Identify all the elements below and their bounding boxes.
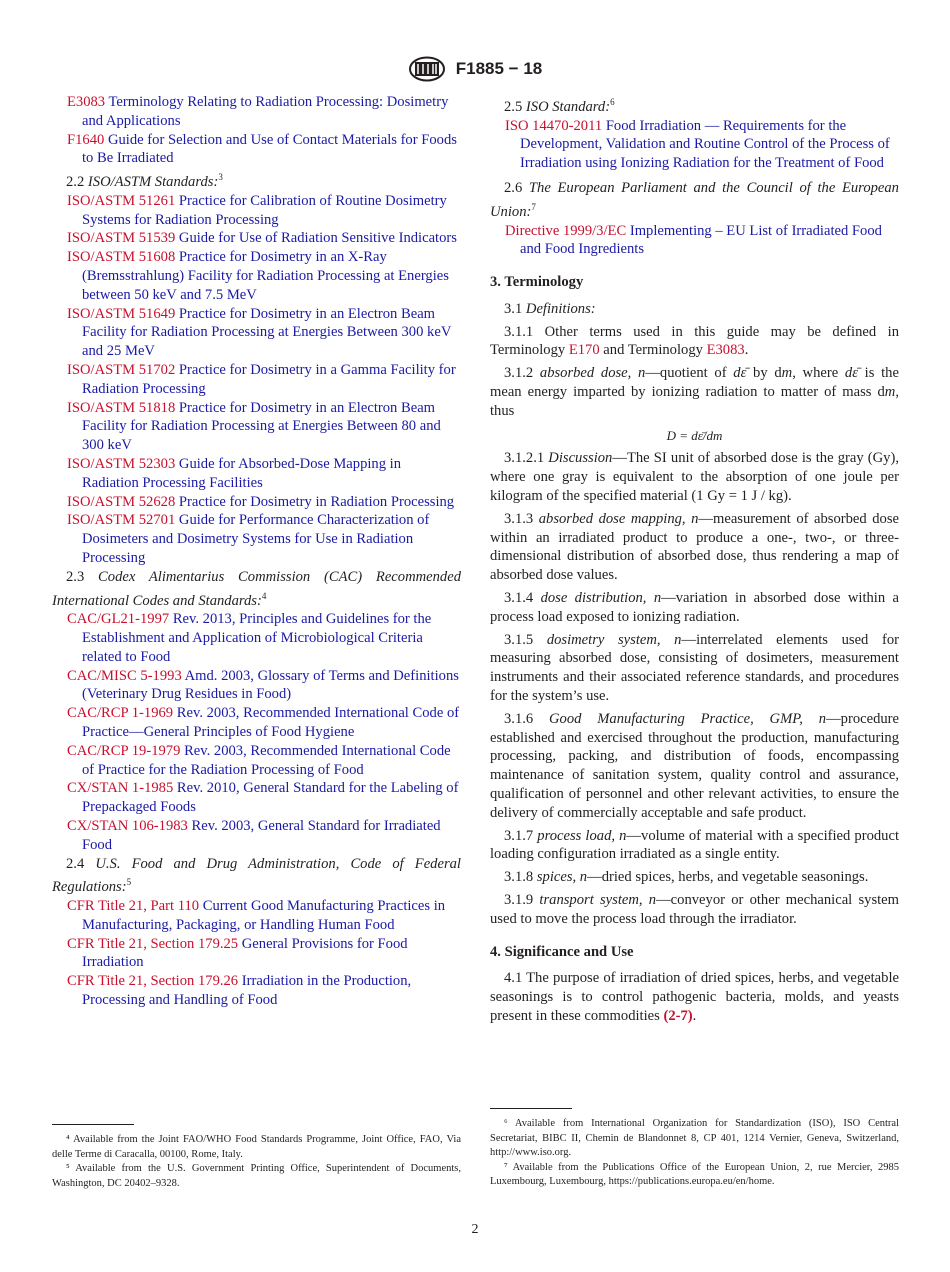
reference-code[interactable]: E3083 — [67, 94, 106, 110]
reference-code[interactable]: CFR Title 21, Section 179.25 — [67, 935, 239, 952]
section-4-heading: 4. Significance and Use — [490, 943, 634, 960]
reference-item — [52, 610, 461, 666]
page-number: 2 — [471, 1222, 479, 1237]
definition-3-1-2: 3.1.2 absorbed dose, n—quotient of dε̄ by dm, where dε̄ is the mean energy imparted by ionizing radiation to matter of mass dm, thus — [490, 365, 899, 419]
definition-3-1-6: 3.1.6 Good Manufacturing Practice, GMP, n—procedure established and exercised throughout the production, manufacturing processing, packing, and distribution of foods, encompassing maintenance of sanitation system, quality control and assurance, qualification of personnel and other relevant activities, to ensure the delivery of commercially acceptable and safe product. — [490, 710, 899, 821]
footnote-divider-right — [490, 1108, 572, 1109]
top-reference-list — [52, 93, 461, 168]
reference-item — [52, 399, 461, 455]
reference-item — [490, 222, 899, 260]
definition-3-1-9: 3.1.9 transport system, n—conveyor or other mechanical system used to move the process load through the irradiator. — [490, 892, 900, 927]
reference-item — [52, 779, 461, 817]
reference-title[interactable]: Rev. 2003, Recommended International Code of Practice for the Radiation Processing of Food — [82, 742, 451, 778]
reference-code[interactable]: CX/STAN 106-1983 — [67, 818, 188, 834]
reference-item — [52, 667, 461, 705]
reference-item — [52, 455, 461, 493]
reference-code[interactable]: CAC/MISC 5-1993 — [67, 667, 182, 684]
reference-code[interactable]: CAC/GL21-1997 — [67, 611, 170, 628]
cfr-reference-list — [52, 897, 461, 1010]
reference-title[interactable]: Rev. 2010, General Standard for the Labeling of Prepackaged Foods — [82, 780, 459, 816]
reference-title[interactable]: Terminology Relating to Radiation Processing: Dosimetry and Applications — [82, 94, 449, 129]
reference-item — [52, 192, 461, 230]
reference-title[interactable]: Practice for Dosimetry in an Electron Beam Facility for Radiation Processing at Energies Between 80 and 300 keV — [82, 399, 441, 454]
reference-item — [52, 131, 461, 169]
citation-link[interactable]: (2-7) — [663, 1007, 693, 1024]
cac-reference-list — [52, 610, 461, 854]
reference-title[interactable]: Practice for Dosimetry in an Electron Beam Facility for Radiation Processing at Energies Between 300 keV and 25 MeV — [82, 305, 452, 360]
iso-astm-reference-list — [52, 192, 461, 568]
reference-link[interactable]: E170 — [568, 342, 600, 359]
reference-code[interactable]: CX/STAN 1-1985 — [67, 780, 174, 797]
reference-title[interactable]: Rev. 2003, Recommended International Code of Practice—General Principles of Food Hygiene — [82, 705, 460, 741]
reference-code[interactable]: F1640 — [67, 131, 105, 148]
definition-3-1: 3.1 Definitions: — [504, 300, 596, 317]
paragraph-4-1: 4.1 The purpose of irradiation of dried spices, herbs, and vegetable seasonings is to control pathogenic bacteria, molds, and yeasts present in these commodities (2-7). — [490, 970, 899, 1024]
right-column — [490, 93, 899, 1030]
reference-item — [490, 117, 899, 173]
reference-code[interactable]: ISO/ASTM 51261 — [67, 192, 176, 209]
reference-title[interactable]: Rev. 2003, General Standard for Irradiated Food — [82, 818, 441, 853]
reference-title[interactable]: Amd. 2003, Glossary of Terms and Definitions (Veterinary Drug Residues in Food) — [82, 667, 459, 703]
reference-title[interactable]: Practice for Dosimetry in an X-Ray (Bremsstrahlung) Facility for Radiation Processing at Energies between 50 keV and 7.5 MeV — [82, 249, 449, 303]
reference-title[interactable]: Practice for Dosimetry in a Gamma Facility for Radiation Processing — [82, 362, 456, 397]
definition-3-1-4: 3.1.4 dose distribution, n—variation in absorbed dose within a process load exposed to ionizing radiation. — [490, 590, 900, 625]
footnote-7: ⁷ Available from the Publications Office of the European Union, 2, rue Mercier, 2985 Luxembourg, Luxembourg, https://publications.europa.eu/en/home. — [490, 1161, 899, 1187]
page-header — [0, 56, 950, 82]
reference-code[interactable]: CAC/RCP 1-1969 — [67, 705, 174, 722]
reference-code[interactable]: ISO/ASTM 51818 — [67, 399, 176, 416]
reference-code[interactable]: ISO/ASTM 51702 — [67, 362, 176, 379]
document-id: F1885 − 18 — [455, 59, 543, 78]
reference-item — [52, 305, 461, 361]
reference-code[interactable]: ISO/ASTM 52303 — [67, 456, 176, 472]
reference-title[interactable]: Guide for Selection and Use of Contact Materials for Foods to Be Irradiated — [82, 131, 457, 167]
reference-code[interactable]: CAC/RCP 19-1979 — [67, 742, 181, 759]
reference-title[interactable]: Implementing – EU List of Irradiated Food and Food Ingredients — [520, 222, 882, 258]
section-2-5: 2.5 ISO Standard:$^6$ — [504, 97, 615, 115]
astm-logo-icon — [408, 56, 446, 82]
reference-title[interactable]: Food Irradiation — Requirements for the Development, Validation and Routine Control of the Process of Irradiation using Ionizing Radiation for the Treatment of Food — [520, 117, 890, 172]
definition-3-1-1: 3.1.1 Other terms used in this guide may be defined in Terminology E170 and Terminology E3083. — [490, 323, 899, 359]
definition-3-1-7: 3.1.7 process load, n—volume of material with a specified product loading configuration irradiated as a single entity. — [490, 827, 899, 863]
footnote-6: ⁶ Available from International Organization for Standardization (ISO), ISO Central Secretariat, BIBC II, Chemin de Blandonnet 8, CP 401, 1214 Vernier, Geneva, Switzerland, http://www.iso.org. — [490, 1118, 899, 1158]
reference-code[interactable]: ISO 14470-2011 — [505, 117, 603, 134]
reference-title[interactable]: Guide for Use of Radiation Sensitive Indicators — [178, 230, 457, 247]
left-column — [52, 93, 461, 1010]
reference-item — [52, 229, 461, 248]
reference-code[interactable]: ISO/ASTM 51608 — [67, 249, 176, 266]
definition-3-1-8: 3.1.8 spices, n—dried spices, herbs, and vegetable seasonings. — [504, 869, 869, 886]
absorbed-dose-formula: D = dε̄/dm — [666, 427, 723, 443]
definition-3-1-3: 3.1.3 absorbed dose mapping, n—measurement of absorbed dose within an irradiated product to produce a one-, two-, or three-dimensional distribution of absorbed dose, thus rendering a map of absorbed dose values. — [490, 510, 899, 584]
reference-link[interactable]: E3083 — [706, 342, 745, 359]
reference-item — [52, 742, 461, 780]
section-2-2: 2.2 ISO/ASTM Standards:$^3$ — [66, 172, 223, 191]
reference-code[interactable]: ISO/ASTM 51539 — [67, 230, 176, 247]
reference-title[interactable]: Practice for Calibration of Routine Dosimetry Systems for Radiation Processing — [82, 192, 447, 228]
reference-code[interactable]: Directive 1999/3/EC — [505, 222, 627, 239]
section-3-heading: 3. Terminology — [490, 274, 584, 291]
reference-title[interactable]: Current Good Manufacturing Practices in Manufacturing, Packaging, or Handling Human Food — [82, 898, 446, 933]
definition-3-1-2-1: 3.1.2.1 Discussion—The SI unit of absorbed dose is the gray (Gy), where one gray is equivalent to the absorption of one joule per kilogram of the specified material (1 Gy = 1 J / kg). — [490, 450, 899, 505]
reference-title[interactable]: Practice for Dosimetry in Radiation Processing — [178, 493, 455, 510]
reference-title[interactable]: Guide for Performance Characterization of Dosimeters and Dosimetry Systems for Use in Radiation Processing — [82, 512, 430, 566]
reference-item — [52, 248, 461, 304]
reference-code[interactable]: ISO/ASTM 52628 — [67, 493, 176, 510]
reference-title[interactable]: Guide for Absorbed-Dose Mapping in Radiation Processing Facilities — [82, 456, 402, 491]
reference-item — [52, 897, 461, 935]
reference-item — [52, 361, 461, 399]
section-2-4: 2.4 U.S. Food and Drug Administration, Code of Federal Regulations:$^5$ — [52, 855, 461, 896]
footnotes-right — [490, 1117, 899, 1190]
reference-item — [52, 972, 461, 1010]
reference-title[interactable]: Rev. 2013, Principles and Guidelines for the Establishment and Application of Microbiological Criteria related to Food — [82, 611, 432, 665]
reference-item — [52, 93, 461, 131]
definition-3-1-5: 3.1.5 dosimetry system, n—interrelated elements used for measuring absorbed dose, consisting of dosimeters, measurement instruments and their associated reference standards, and procedures for the system’s use. — [490, 631, 899, 705]
footnote-4: ⁴ Available from the Joint FAO/WHO Food Standards Programme, Joint Office, FAO, Via delle Terme di Caracalla, 00100, Rome, Italy. — [52, 1134, 461, 1160]
reference-code[interactable]: ISO/ASTM 52701 — [67, 512, 176, 529]
reference-code[interactable]: CFR Title 21, Section 179.26 — [67, 973, 239, 990]
reference-title[interactable]: General Provisions for Food Irradiation — [82, 935, 408, 971]
reference-item — [52, 817, 461, 855]
reference-code[interactable]: CFR Title 21, Part 110 — [67, 898, 200, 915]
reference-item — [52, 511, 461, 567]
reference-code[interactable]: ISO/ASTM 51649 — [67, 305, 176, 322]
reference-item — [52, 935, 461, 973]
section-2-3: 2.3 Codex Alimentarius Commission (CAC) Recommended International Codes and Standards:$^4$ — [52, 568, 461, 609]
reference-item — [52, 704, 461, 742]
footnote-5: ⁵ Available from the U.S. Government Printing Office, Superintendent of Documents, Washington, DC 20402–9328. — [52, 1163, 461, 1189]
footnotes-left — [52, 1133, 461, 1191]
section-2-6: 2.6 The European Parliament and the Council of the European Union:$^7$ — [490, 180, 899, 220]
footnote-divider-left — [52, 1124, 134, 1125]
reference-title[interactable]: Irradiation in the Production, Processing and Handling of Food — [82, 973, 412, 1009]
reference-item — [52, 493, 461, 512]
